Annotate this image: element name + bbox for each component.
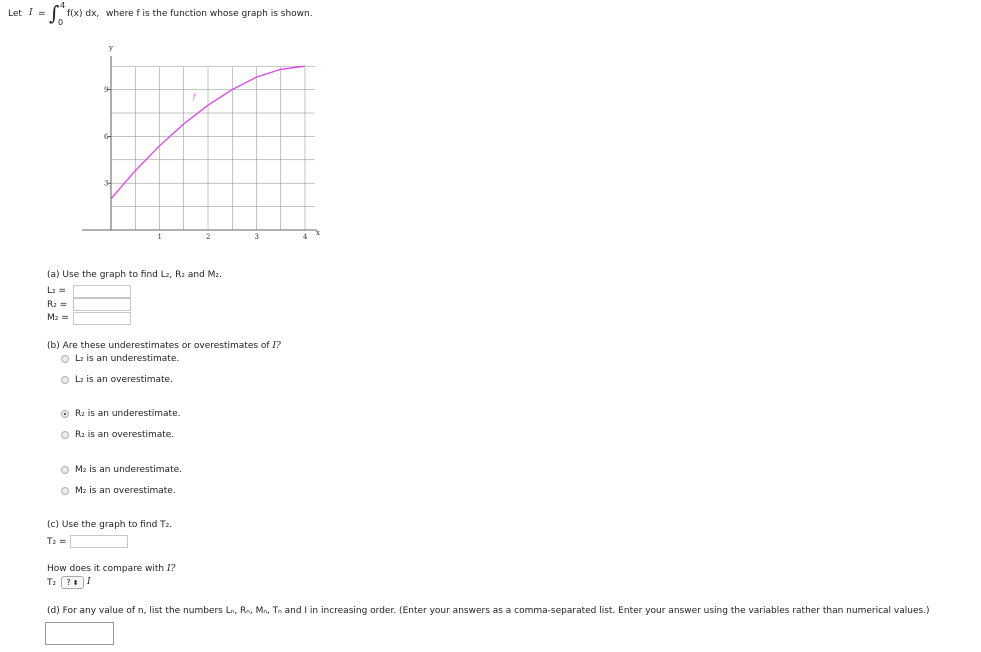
x-axis-label: x [316,229,320,237]
part-a-prefix: (a) Use the graph to find [47,270,158,280]
stepper-icon: ⬍ [70,579,79,587]
x-tick-label: 1 [157,233,162,241]
part-d-question: (d) For any value of n, list the numbers Lₙ, Rₙ, Mₙ, Tₙ and I in increasing order. (Enter your answers as a comma-separated list. Enter your answer using the variables rather than numerical values.) [47,606,930,616]
upper-limit: 4 [60,1,66,10]
x-tick-label: 3 [254,233,259,241]
let-label: Let [8,9,22,19]
y-tick-label: 6 [104,132,109,141]
part-a-vars: L₂, R₂ and M₂. [160,270,222,280]
r2-input[interactable] [73,298,131,311]
problem-header [8,3,608,29]
l2-label: L₂ = [47,286,67,296]
radio-l2-over[interactable] [61,376,69,384]
compare-left: T₂ [47,578,57,588]
integral-sign: ∫ [49,1,60,25]
x-tick-label: 4 [303,233,308,241]
option-l2-over: L₂ is an overestimate. [75,375,173,385]
t2-input[interactable] [70,535,128,548]
r2-label: R₂ = [47,300,68,310]
compare-right: I [87,577,91,587]
radio-r2-under[interactable] [61,410,69,418]
part-b-var: I? [272,341,281,351]
option-m2-under: M₂ is an underestimate. [75,465,182,475]
var-I: I [29,8,33,18]
part-d-input[interactable] [45,622,114,645]
option-m2-over: M₂ is an overestimate. [75,486,176,496]
radio-l2-under[interactable] [61,355,69,363]
l2-input[interactable] [73,285,131,298]
radio-m2-over[interactable] [61,487,69,495]
part-c-question: (c) Use the graph to find T₂. [47,520,173,530]
compare-select-value: ? [66,578,71,587]
equals-sign: = [38,9,46,19]
option-l2-under: L₂ is an underestimate. [75,354,180,364]
compare-prefix: How does it compare with [47,564,165,574]
y-tick-label: 9 [104,86,109,95]
option-r2-over: R₂ is an overestimate. [75,430,175,440]
compare-var: I? [167,564,176,574]
integrand: f(x) dx, [67,9,100,19]
y-tick-label: 3 [104,179,109,188]
part-b-question [47,341,281,351]
compare-select[interactable] [61,576,84,589]
option-r2-under: R₂ is an underestimate. [75,409,181,419]
header-description: where f is the function whose graph is shown. [106,9,313,19]
m2-label: M₂ = [47,313,69,323]
part-a-question [47,270,222,280]
part-b-prefix: (b) Are these underestimates or overestimates of [47,341,270,351]
radio-m2-under[interactable] [61,466,69,474]
curve-label: f [193,93,196,101]
radio-r2-over[interactable] [61,431,69,439]
x-tick-label: 2 [206,233,211,241]
m2-input[interactable] [73,312,131,325]
compare-question [47,564,175,574]
lower-limit: 0 [58,18,64,27]
y-axis-label: y [109,44,113,52]
t2-label: T₂ = [47,537,67,547]
function-graph [80,38,330,248]
